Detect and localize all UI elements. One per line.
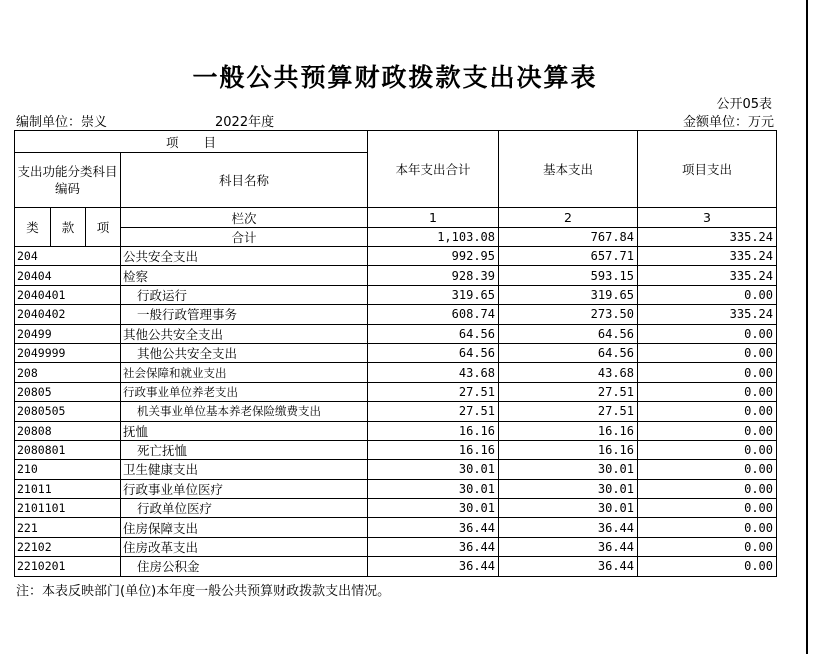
basic-value: 64.56 <box>499 343 638 362</box>
total-value: 319.65 <box>368 285 499 304</box>
total-value: 30.01 <box>368 479 499 498</box>
header-row-item <box>15 131 777 153</box>
total-value: 27.51 <box>368 402 499 421</box>
basic-header: 基本支出 <box>499 131 638 208</box>
subject-name: 行政运行 <box>121 285 368 304</box>
project-value: 0.00 <box>638 460 777 479</box>
project-value: 0.00 <box>638 402 777 421</box>
table-row <box>15 421 777 440</box>
func-code-header: 支出功能分类科目编码 <box>15 153 121 208</box>
table-row <box>15 305 777 324</box>
header-row-column-no <box>15 208 777 228</box>
basic-value: 30.01 <box>499 460 638 479</box>
sum-total: 1,103.08 <box>368 228 499 247</box>
table-row <box>15 247 777 266</box>
subject-name: 一般行政管理事务 <box>121 305 368 324</box>
basic-value: 36.44 <box>499 537 638 556</box>
total-value: 30.01 <box>368 499 499 518</box>
subject-name: 检察 <box>121 266 368 285</box>
project-value: 0.00 <box>638 285 777 304</box>
subject-code: 208 <box>15 363 121 382</box>
column-no-3: 3 <box>638 208 777 228</box>
project-header: 项目支出 <box>638 131 777 208</box>
total-value: 928.39 <box>368 266 499 285</box>
basic-value: 27.51 <box>499 382 638 401</box>
project-value: 335.24 <box>638 247 777 266</box>
total-value: 16.16 <box>368 440 499 459</box>
table-row <box>15 557 777 576</box>
project-value: 0.00 <box>638 363 777 382</box>
subject-name: 公共安全支出 <box>121 247 368 266</box>
table-row <box>15 499 777 518</box>
table-row <box>15 343 777 362</box>
page-border-line <box>806 0 808 654</box>
basic-value: 27.51 <box>499 402 638 421</box>
subject-code: 2210201 <box>15 557 121 576</box>
project-value: 0.00 <box>638 421 777 440</box>
item-header: 项 目 <box>15 131 368 153</box>
project-value: 0.00 <box>638 324 777 343</box>
column-no-1: 1 <box>368 208 499 228</box>
total-value: 64.56 <box>368 324 499 343</box>
subject-name: 行政事业单位养老支出 <box>121 382 368 401</box>
basic-value: 36.44 <box>499 518 638 537</box>
table-row <box>15 324 777 343</box>
basic-value: 16.16 <box>499 440 638 459</box>
sum-label: 合计 <box>121 228 368 247</box>
table-row <box>15 382 777 401</box>
basic-value: 593.15 <box>499 266 638 285</box>
table-row <box>15 479 777 498</box>
table-row <box>15 518 777 537</box>
total-value: 36.44 <box>368 537 499 556</box>
sum-project: 335.24 <box>638 228 777 247</box>
project-value: 0.00 <box>638 479 777 498</box>
project-value: 0.00 <box>638 343 777 362</box>
currency-unit-label: 金额单位：万元 <box>682 115 774 130</box>
table-row <box>15 266 777 285</box>
lei-header: 类 <box>15 208 51 247</box>
subject-code: 2080801 <box>15 440 121 459</box>
basic-value: 64.56 <box>499 324 638 343</box>
project-value: 335.24 <box>638 266 777 285</box>
basic-value: 273.50 <box>499 305 638 324</box>
sum-basic: 767.84 <box>499 228 638 247</box>
subject-code: 204 <box>15 247 121 266</box>
subject-code: 2080505 <box>15 402 121 421</box>
table-row <box>15 460 777 479</box>
subject-name: 住房公积金 <box>121 557 368 576</box>
footnote: 注：本表反映部门(单位)本年度一般公共预算财政拨款支出情况。 <box>16 584 391 599</box>
subject-name: 住房保障支出 <box>121 518 368 537</box>
form-number: 公开05表 <box>716 97 772 112</box>
project-value: 0.00 <box>638 518 777 537</box>
subject-name: 其他公共安全支出 <box>121 343 368 362</box>
expenditure-table <box>14 130 777 577</box>
total-value: 43.68 <box>368 363 499 382</box>
subject-code: 22102 <box>15 537 121 556</box>
column-no-2: 2 <box>499 208 638 228</box>
subject-name: 卫生健康支出 <box>121 460 368 479</box>
subject-name: 机关事业单位基本养老保险缴费支出 <box>121 402 368 421</box>
subject-code: 21011 <box>15 479 121 498</box>
subject-name: 住房改革支出 <box>121 537 368 556</box>
project-value: 335.24 <box>638 305 777 324</box>
org-label: 编制单位：崇义 <box>16 115 108 130</box>
basic-value: 16.16 <box>499 421 638 440</box>
sum-row <box>15 228 777 247</box>
table-row <box>15 285 777 304</box>
basic-value: 30.01 <box>499 499 638 518</box>
unit-info-row <box>16 111 774 129</box>
subject-code: 2101101 <box>15 499 121 518</box>
subject-code: 2040402 <box>15 305 121 324</box>
year-label: 2022年度 <box>215 115 275 130</box>
basic-value: 43.68 <box>499 363 638 382</box>
total-value: 36.44 <box>368 518 499 537</box>
total-value: 608.74 <box>368 305 499 324</box>
subject-code: 210 <box>15 460 121 479</box>
subject-name: 其他公共安全支出 <box>121 324 368 343</box>
page-title: 一般公共预算财政拨款支出决算表 <box>192 63 598 92</box>
subject-code: 20499 <box>15 324 121 343</box>
total-value: 36.44 <box>368 557 499 576</box>
basic-value: 36.44 <box>499 557 638 576</box>
table-row <box>15 363 777 382</box>
project-value: 0.00 <box>638 557 777 576</box>
total-value: 992.95 <box>368 247 499 266</box>
project-value: 0.00 <box>638 537 777 556</box>
subject-code: 20808 <box>15 421 121 440</box>
total-value: 16.16 <box>368 421 499 440</box>
subject-name: 死亡抚恤 <box>121 440 368 459</box>
subject-name: 社会保障和就业支出 <box>121 363 368 382</box>
table-row <box>15 440 777 459</box>
basic-value: 657.71 <box>499 247 638 266</box>
subject-name: 行政事业单位医疗 <box>121 479 368 498</box>
subject-name: 行政单位医疗 <box>121 499 368 518</box>
xiang-header: 项 <box>86 208 121 247</box>
total-value: 27.51 <box>368 382 499 401</box>
subject-code: 221 <box>15 518 121 537</box>
subject-code: 2040401 <box>15 285 121 304</box>
project-value: 0.00 <box>638 440 777 459</box>
table-row <box>15 537 777 556</box>
subject-name-header: 科目名称 <box>121 153 368 208</box>
total-value: 30.01 <box>368 460 499 479</box>
basic-value: 319.65 <box>499 285 638 304</box>
subject-code: 2049999 <box>15 343 121 362</box>
column-no-label: 栏次 <box>121 208 368 228</box>
subject-code: 20404 <box>15 266 121 285</box>
subject-code: 20805 <box>15 382 121 401</box>
project-value: 0.00 <box>638 382 777 401</box>
total-value: 64.56 <box>368 343 499 362</box>
subject-name: 抚恤 <box>121 421 368 440</box>
basic-value: 30.01 <box>499 479 638 498</box>
project-value: 0.00 <box>638 499 777 518</box>
kuan-header: 款 <box>51 208 86 247</box>
table-row <box>15 402 777 421</box>
total-header: 本年支出合计 <box>368 131 499 208</box>
